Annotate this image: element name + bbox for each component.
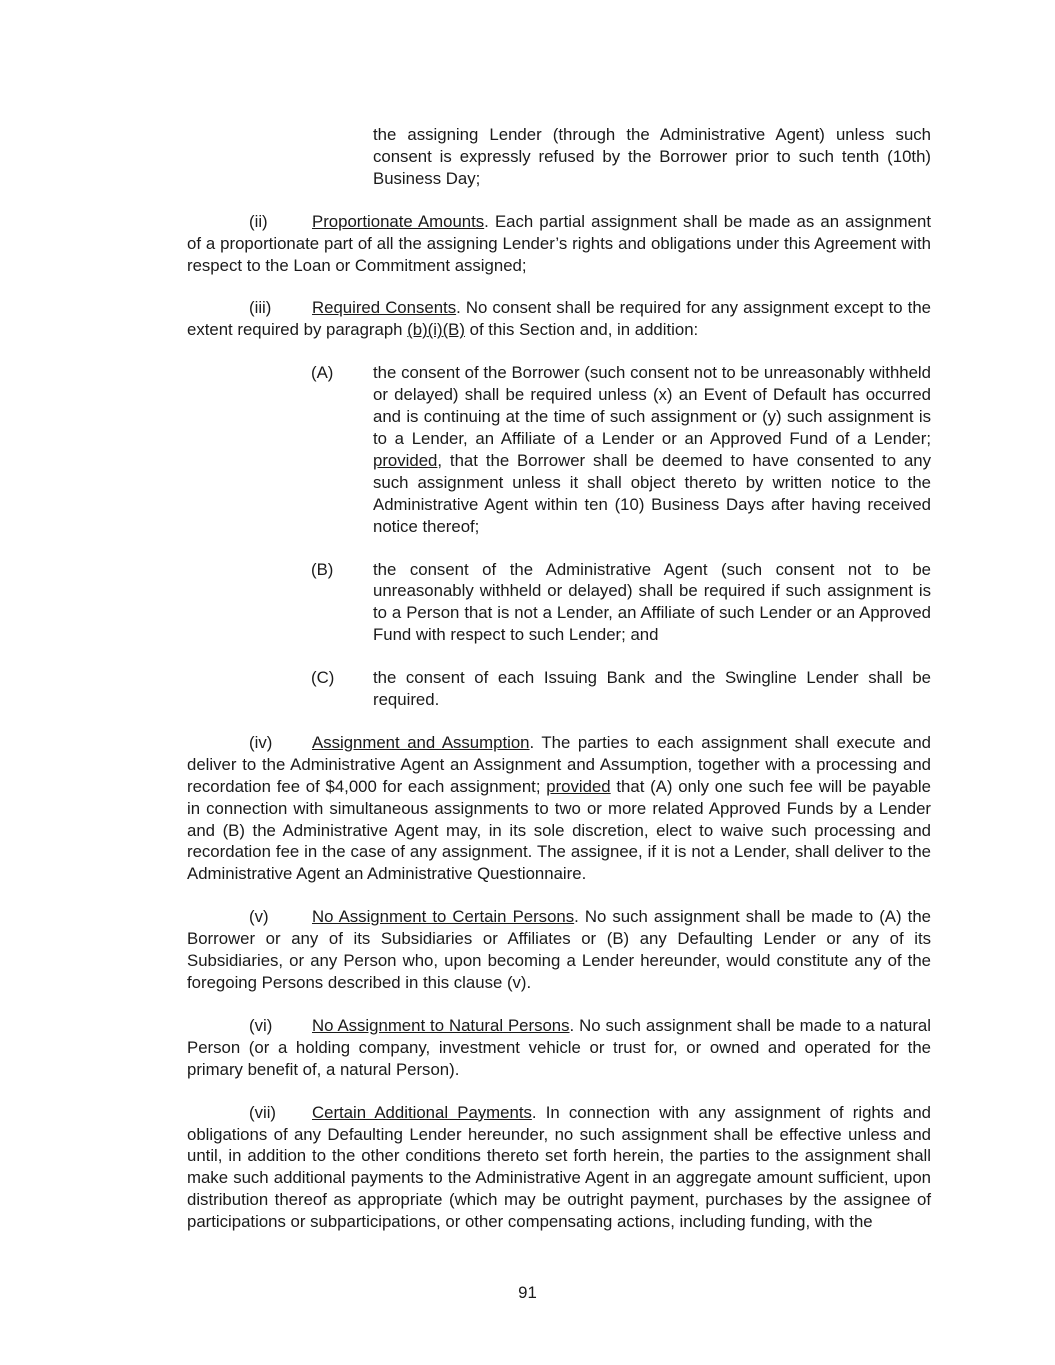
subclause-a-text: the consent of the Borrower (such consent not to be unreasonably withheld or delayed) shall be required unless (x) an Event of Default has occurred and is continuing at the time of such assignment or (y) such assignment is to a Lender, an Affiliate of a Lender or an Approved Fund of a Lender; (373, 363, 931, 448)
clause-ii-text: . Each partial assignment shall be made as an assignment of a proportionate part of all the assigning Lender’s rights and obligations under this Agreement with respect to the Loan or Commitment assigned; (187, 211, 931, 275)
page-number: 91 (518, 1283, 537, 1302)
clause-iv (187, 732, 931, 885)
subclause-b-letter: (B) (311, 559, 334, 579)
document-body (187, 124, 931, 1254)
clause-iii-number: (iii) (249, 298, 272, 318)
clause-vii-number: (vii) (249, 1102, 277, 1122)
subclause-b-text: the consent of the Administrative Agent (such consent not to be unreasonably withheld or delayed) shall be required if such assignment is to a Person that is not a Lender, an Affiliate of such Lender or an Approved Fund with respect to such Lender; and (373, 559, 931, 645)
clause-vii (187, 1102, 931, 1233)
clause-v-number: (v) (249, 907, 269, 927)
clause-iv-heading: Assignment and Assumption (312, 732, 530, 752)
clause-iv-text-end: that (A) only one such fee will be payable in connection with simultaneous assignments to two or more related Approved Funds by a Lender and (B) the Administrative Agent may, in its sole discretion, elect to waive such processing and recordation fee in the case of any assignment. The assignee, if it is not a Lender, shall deliver to the Administrative Agent an Administrative Questionnaire. (187, 776, 931, 884)
subclause-a-letter: (A) (311, 363, 334, 383)
clause-iii-text-end: of this Section and, in addition: (464, 320, 699, 340)
clause-v-heading: No Assignment to Certain Persons (312, 907, 575, 927)
clause-ii (187, 211, 931, 277)
clause-vi-number: (vi) (249, 1015, 273, 1035)
clause-iii (187, 297, 931, 341)
clause-ii-heading: Proportionate Amounts (312, 211, 485, 231)
clause-v-text: . No such assignment shall be made to (A) the Borrower or any of its Subsidiaries or Affiliates or (B) any Defaulting Lender or any of its Subsidiaries, or any Person who, upon becoming a Lender hereunder, would constitute any of the foregoing Persons described in this clause (v). (187, 907, 931, 992)
subclause-a (187, 362, 931, 537)
subclause-a-proviso: provided (373, 450, 438, 470)
clause-ii-number: (ii) (249, 211, 268, 231)
clause-vi-text: . No such assignment shall be made to a natural Person (or a holding company, investment vehicle or trust for, or owned and operated for the primary benefit of, a natural Person). (187, 1015, 931, 1079)
clause-iii-heading: Required Consents (312, 298, 457, 318)
subclause-a-text-end: , that the Borrower shall be deemed to have consented to any such assignment unless it shall object thereto by written notice to the Administrative Agent within ten (10) Business Days after having received notice thereof; (373, 450, 931, 536)
clause-vi-heading: No Assignment to Natural Persons (312, 1015, 570, 1035)
clause-vi (187, 1015, 931, 1081)
subclause-b (187, 559, 931, 647)
clause-iv-text: . The parties to each assignment shall execute and deliver to the Administrative Agent an Assignment and Assumption, together with a processing and recordation fee of $4,000 for each assignment; (187, 732, 931, 796)
clause-iii-text: . No consent shall be required for any assignment except to the extent required by paragraph (187, 298, 931, 340)
clause-iii-reference: (b)(i)(B) (407, 320, 465, 340)
clause-iv-number: (iv) (249, 732, 273, 752)
subclause-c-letter: (C) (311, 668, 335, 688)
continued-clause: the assigning Lender (through the Administrative Agent) unless such consent is expressly refused by the Borrower prior to such tenth (10th) Business Day; (373, 125, 931, 188)
clause-vii-heading: Certain Additional Payments (312, 1102, 532, 1122)
subclause-c (187, 667, 931, 711)
clause-iv-proviso: provided (546, 776, 611, 796)
clause-v (187, 906, 931, 994)
subclause-a-body (373, 362, 931, 537)
subclause-c-text: the consent of each Issuing Bank and the Swingline Lender shall be required. (373, 668, 931, 710)
clause-vii-text: . In connection with any assignment of rights and obligations of any Defaulting Lender hereunder, no such assignment shall be effective unless and until, in addition to the other conditions thereto set forth herein, the parties to the assignment shall make such additional payments to the Administrative Agent in an aggregate amount sufficient, upon distribution thereof as appropriate (which may be outright payment, purchases by the assignee of participations or subparticipations, or other compensating actions, including funding, with the (187, 1102, 931, 1232)
